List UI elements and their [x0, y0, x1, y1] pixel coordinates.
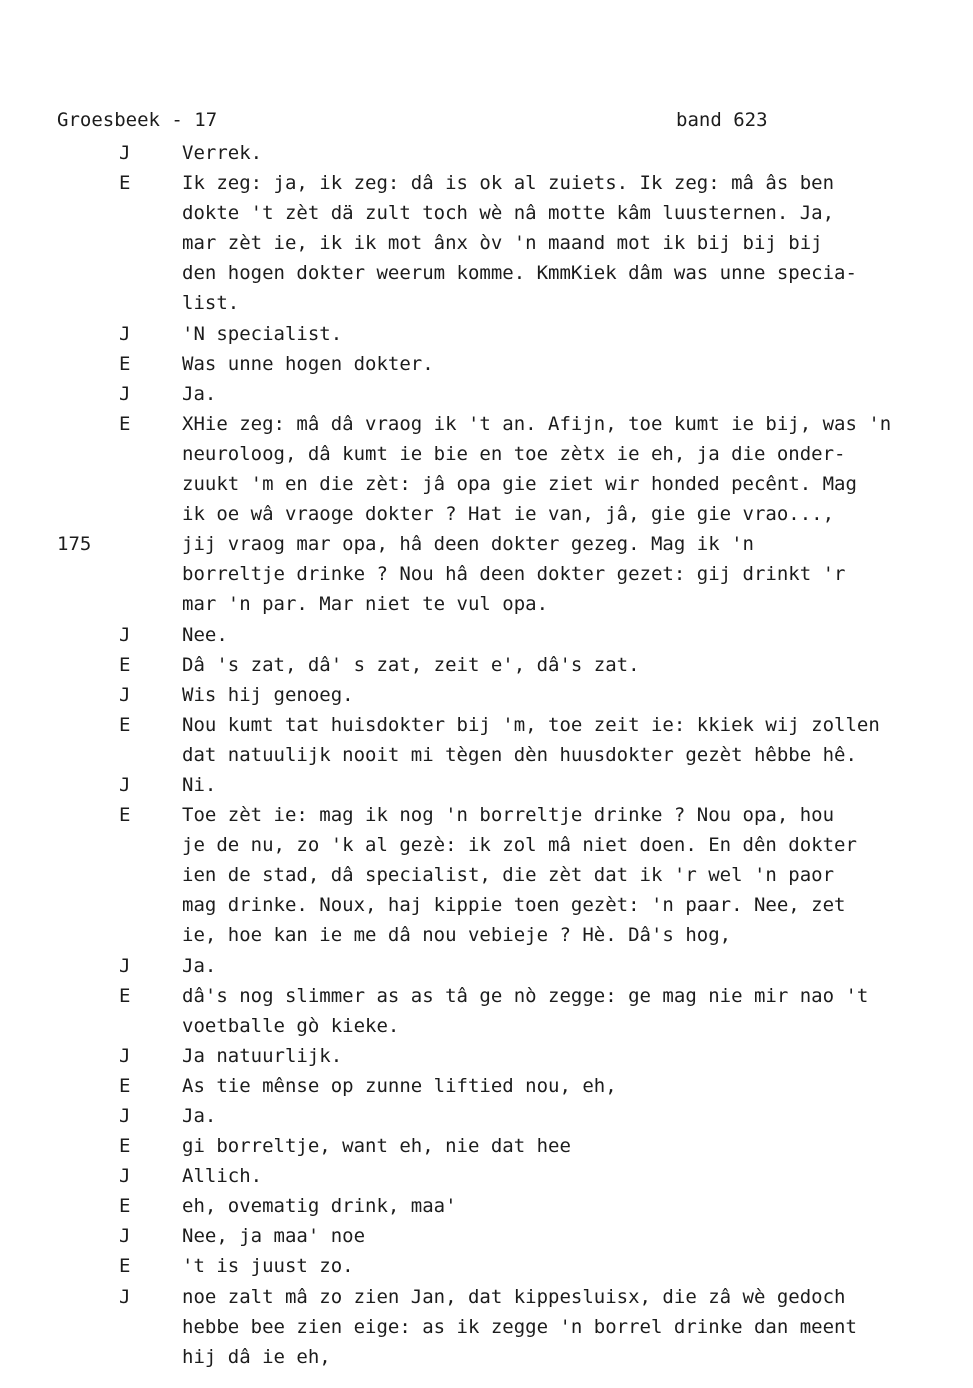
transcript-turn: [0, 138, 973, 168]
transcript-turn: [0, 1251, 973, 1281]
utterance: [182, 1131, 952, 1161]
utterance-line: Verrek.: [182, 142, 263, 164]
utterance-line: hij dâ ie eh,: [182, 1345, 331, 1368]
utterance-line: mar 'n par. Mar niet te vul opa.: [182, 593, 549, 616]
utterance-line: neuroloog, dâ kumt ie bie en toe zètx ie eh, ja die onder-: [182, 442, 846, 465]
transcript-turn: [0, 1131, 973, 1161]
transcript-turn: [0, 409, 973, 620]
speaker-label: J: [119, 142, 131, 164]
speaker-label: J: [119, 1044, 131, 1067]
utterance: [182, 680, 952, 710]
utterance: [182, 168, 952, 318]
speaker-label: E: [119, 1135, 131, 1158]
utterance-line: Wis hij genoeg.: [182, 683, 354, 706]
transcript-turn: [0, 1221, 973, 1251]
utterance-line: mag drinke. Noux, haj kippie toen gezèt: 'n paar. Nee, zet: [182, 894, 846, 917]
utterance: [182, 1251, 952, 1281]
utterance-line: noe zalt mâ zo zien Jan, dat kippesluisx, die zâ wè gedoch: [182, 1285, 846, 1308]
utterance-line: dâ's nog slimmer as as tâ ge nò zegge: ge mag nie mir nao 't: [182, 984, 869, 1007]
utterance: [182, 710, 952, 770]
utterance-line: Nee, ja maa' noe: [182, 1225, 366, 1248]
utterance-line: voetballe gò kieke.: [182, 1014, 400, 1037]
utterance: [182, 138, 952, 168]
utterance-line: je de nu, zo 'k al gezè: ik zol mâ niet doen. En dên dokter: [182, 834, 857, 857]
utterance-line: Allich.: [182, 1165, 263, 1188]
utterance-line: XHie zeg: mâ dâ vraog ik 't an. Afijn, toe kumt ie bij, was 'n: [182, 412, 892, 435]
speaker-label: E: [119, 172, 131, 195]
transcript-turn: [0, 349, 973, 379]
utterance-line: mar zèt ie, ik ik mot ânx òv 'n maand mot ik bij bij bij: [182, 232, 823, 255]
utterance-line: zuukt 'm en die zèt: jâ opa gie ziet wir honded pecênt. Mag: [182, 473, 857, 496]
speaker-label: J: [119, 1225, 131, 1248]
utterance: [182, 409, 952, 620]
utterance-line: As tie mênse op zunne liftied nou, eh,: [182, 1074, 617, 1097]
transcript-turn: [0, 770, 973, 800]
transcript-turn: [0, 319, 973, 349]
utterance-line: hebbe bee zien eige: as ik zegge 'n borrel drinke dan meent: [182, 1315, 857, 1338]
transcript-turn: [0, 379, 973, 409]
speaker-label: E: [119, 1255, 131, 1278]
transcript-turn: [0, 650, 973, 680]
utterance-line: Ni.: [182, 773, 217, 796]
utterance-line: Ja.: [182, 382, 217, 405]
utterance: [182, 770, 952, 800]
speaker-label: J: [119, 322, 131, 345]
utterance: [182, 1191, 952, 1221]
speaker-label: E: [119, 1074, 131, 1097]
utterance-line: ie, hoe kan ie me dâ nou vebieje ? Hè. Dâ's hog,: [182, 924, 732, 947]
speaker-label: E: [119, 412, 131, 435]
utterance: [182, 1041, 952, 1071]
transcript-turn: [0, 710, 973, 770]
utterance: [182, 650, 952, 680]
transcript-turn: [0, 1041, 973, 1071]
utterance: [182, 1282, 952, 1372]
transcript-turn: [0, 1191, 973, 1221]
utterance: [182, 1221, 952, 1251]
utterance-line: den hogen dokter weerum komme. KmmKiek dâm was unne specia-: [182, 262, 857, 285]
utterance-line: eh, ovematig drink, maa': [182, 1195, 457, 1218]
speaker-label: E: [119, 1195, 131, 1218]
transcript-turn: [0, 168, 973, 318]
utterance: [182, 1101, 952, 1131]
utterance-line: Nou kumt tat huisdokter bij 'm, toe zeit ie: kkiek wij zollen: [182, 713, 880, 736]
transcript-turn: [0, 680, 973, 710]
speaker-label: J: [119, 623, 131, 646]
speaker-label: J: [119, 1105, 131, 1127]
page-header-title: Groesbeek - 17: [57, 109, 218, 131]
transcript-turn: [0, 1071, 973, 1101]
speaker-label: J: [119, 954, 131, 977]
utterance-line: 'N specialist.: [182, 322, 343, 345]
margin-line-number: 175: [57, 533, 92, 556]
speaker-label: E: [119, 653, 131, 676]
utterance-line: gi borreltje, want eh, nie dat hee: [182, 1135, 571, 1158]
speaker-label: J: [119, 683, 131, 706]
utterance: [182, 319, 952, 349]
utterance-line: Ja natuurlijk.: [182, 1044, 343, 1067]
transcript-turn: [0, 1101, 973, 1131]
utterance-line: dokte 't zèt dä zult toch wè nâ motte kâm luusternen. Ja,: [182, 202, 835, 225]
utterance: [182, 379, 952, 409]
speaker-label: J: [119, 382, 131, 405]
speaker-label: J: [119, 773, 131, 796]
speaker-label: J: [119, 1285, 131, 1308]
speaker-label: J: [119, 1165, 131, 1188]
page-header-tape: band 623: [676, 109, 768, 131]
utterance-line: list.: [182, 292, 240, 315]
utterance: [182, 620, 952, 650]
transcript-turn: [0, 951, 973, 981]
utterance-line: Nee.: [182, 623, 228, 646]
utterance-line: borreltje drinke ? Nou hâ deen dokter gezet: gij drinkt 'r: [182, 563, 846, 586]
utterance: [182, 981, 952, 1041]
utterance-line: ien de stad, dâ specialist, die zèt dat ik 'r wel 'n paor: [182, 864, 835, 887]
utterance-line: Was unne hogen dokter.: [182, 352, 434, 375]
utterance-line: Dâ 's zat, dâ' s zat, zeit e', dâ's zat.: [182, 653, 640, 676]
utterance-line: jij vraog mar opa, hâ deen dokter gezeg. Mag ik 'n: [182, 533, 754, 556]
utterance: [182, 800, 952, 950]
utterance: [182, 1161, 952, 1191]
speaker-label: E: [119, 804, 131, 827]
speaker-label: E: [119, 984, 131, 1007]
transcript: [0, 138, 973, 1372]
utterance: [182, 349, 952, 379]
utterance-line: 't is juust zo.: [182, 1255, 354, 1278]
transcript-turn: [0, 1282, 973, 1372]
utterance: [182, 1071, 952, 1101]
utterance-line: Ja.: [182, 1105, 217, 1127]
transcript-turn: [0, 981, 973, 1041]
utterance-line: Toe zèt ie: mag ik nog 'n borreltje drinke ? Nou opa, hou: [182, 804, 835, 827]
speaker-label: E: [119, 713, 131, 736]
utterance-line: ik oe wâ vraoge dokter ? Hat ie van, jâ, gie gie vrao...,: [182, 503, 835, 526]
utterance: [182, 951, 952, 981]
transcript-turn: [0, 620, 973, 650]
transcript-turn: [0, 800, 973, 950]
utterance-line: dat natuulijk nooit mi tègen dèn huusdokter gezèt hêbbe hê.: [182, 743, 857, 766]
speaker-label: E: [119, 352, 131, 375]
utterance-line: Ja.: [182, 954, 217, 977]
utterance-line: Ik zeg: ja, ik zeg: dâ is ok al zuiets. Ik zeg: mâ âs ben: [182, 172, 835, 195]
transcript-turn: [0, 1161, 973, 1191]
